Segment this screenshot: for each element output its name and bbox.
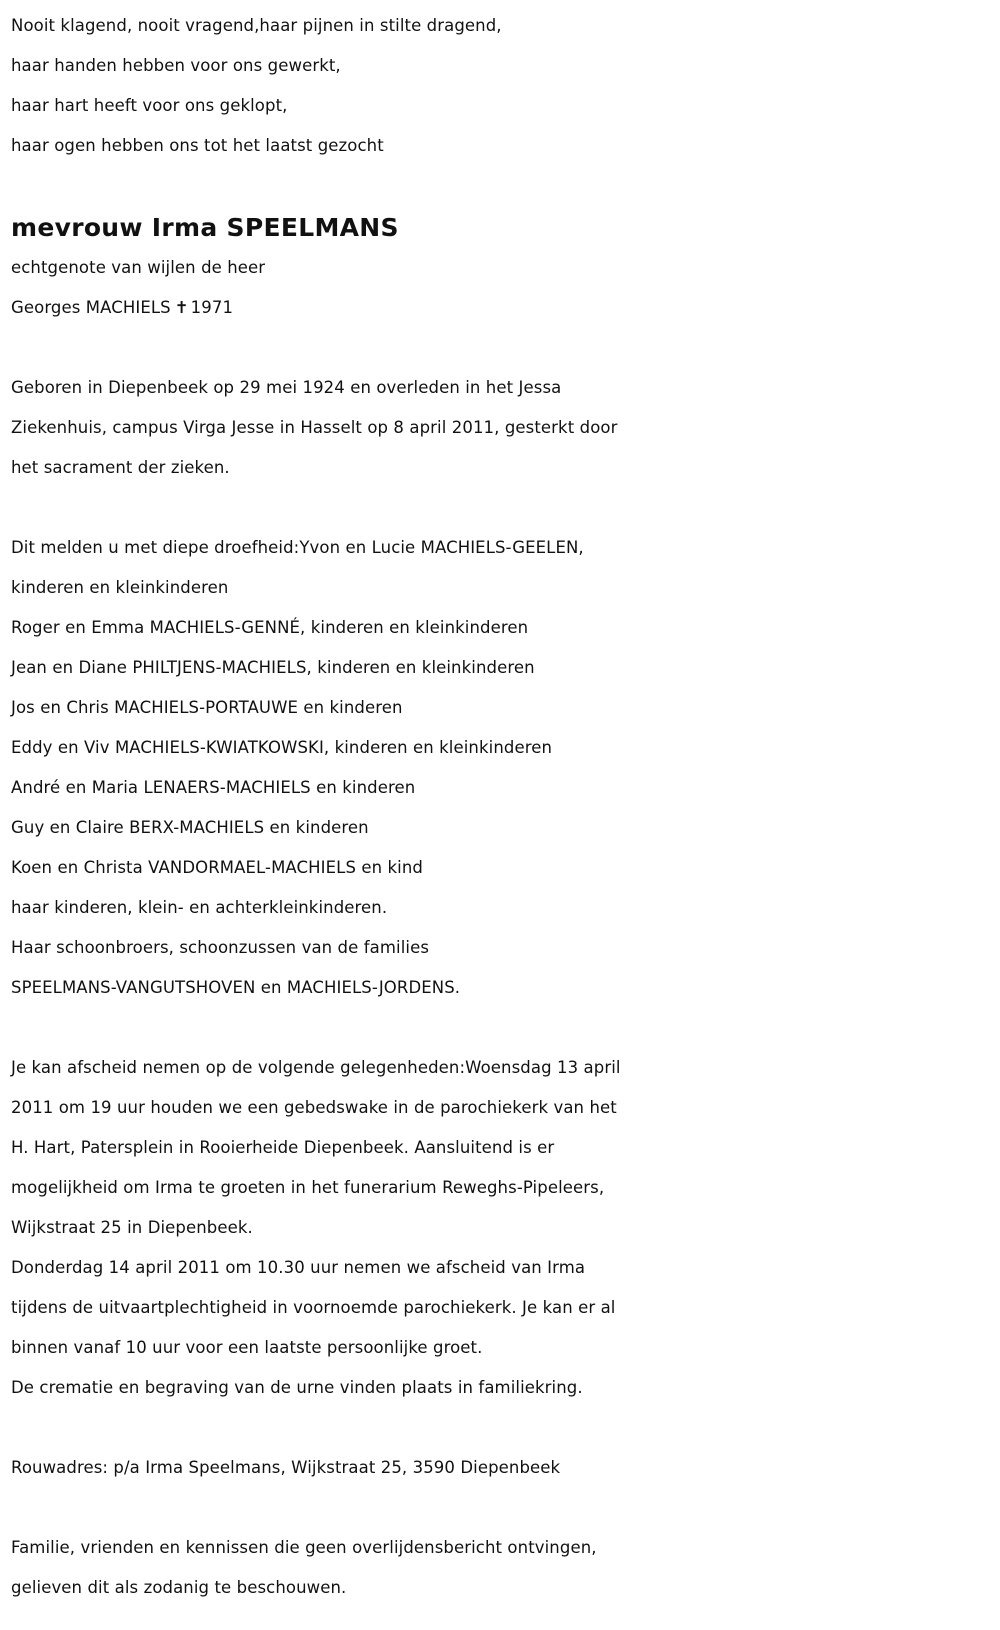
family-line: Jos en Chris MACHIELS-PORTAUWE en kinderen bbox=[11, 698, 403, 717]
paragraph-line: H. Hart, Patersplein in Rooierheide Diepenbeek. Aansluitend is er bbox=[11, 1138, 555, 1157]
poem-line: haar hart heeft voor ons geklopt, bbox=[11, 96, 288, 115]
family-line: André en Maria LENAERS-MACHIELS en kinderen bbox=[11, 778, 416, 797]
spacer bbox=[11, 1408, 991, 1448]
family-line: Eddy en Viv MACHIELS-KWIATKOWSKI, kinderen en kleinkinderen bbox=[11, 738, 553, 757]
family-line: Koen en Christa VANDORMAEL-MACHIELS en kind bbox=[11, 858, 423, 877]
closing-paragraph bbox=[11, 1528, 991, 1608]
paragraph-line: het sacrament der zieken. bbox=[11, 458, 230, 477]
paragraph-line: tijdens de uitvaartplechtigheid in voornoemde parochiekerk. Je kan er al bbox=[11, 1298, 616, 1317]
family-line: SPEELMANS-VANGUTSHOVEN en MACHIELS-JORDENS. bbox=[11, 978, 461, 997]
spouse-name: Georges MACHIELS bbox=[11, 298, 171, 317]
spouse-relation: echtgenote van wijlen de heer bbox=[11, 258, 266, 277]
paragraph-line: De crematie en begraving van de urne vinden plaats in familiekring. bbox=[11, 1378, 583, 1397]
family-line: haar kinderen, klein- en achterkleinkinderen. bbox=[11, 898, 388, 917]
family-line: Roger en Emma MACHIELS-GENNÉ, kinderen en kleinkinderen bbox=[11, 618, 529, 637]
paragraph-line: Ziekenhuis, campus Virga Jesse in Hasselt op 8 april 2011, gesterkt door bbox=[11, 418, 618, 437]
family-line: Haar schoonbroers, schoonzussen van de families bbox=[11, 938, 430, 957]
paragraph-line: mogelijkheid om Irma te groeten in het funerarium Reweghs-Pipeleers, bbox=[11, 1178, 605, 1197]
paragraph-line: gelieven dit als zodanig te beschouwen. bbox=[11, 1578, 347, 1597]
mourning-address: Rouwadres: p/a Irma Speelmans, Wijkstraat 25, 3590 Diepenbeek bbox=[11, 1458, 561, 1477]
paragraph-line: 2011 om 19 uur houden we een gebedswake in de parochiekerk van het bbox=[11, 1098, 617, 1117]
paragraph-line: Je kan afscheid nemen op de volgende gelegenheden:Woensdag 13 april bbox=[11, 1058, 621, 1077]
deceased-name: mevrouw Irma SPEELMANS bbox=[11, 213, 399, 242]
spacer bbox=[11, 1008, 991, 1048]
paragraph-line: Wijkstraat 25 in Diepenbeek. bbox=[11, 1218, 253, 1237]
spacer bbox=[11, 1488, 991, 1528]
deceased-block bbox=[11, 208, 991, 328]
poem-line: haar handen hebben voor ons gewerkt, bbox=[11, 56, 341, 75]
spouse-death-year: 1971 bbox=[190, 298, 234, 317]
paragraph-line: Familie, vrienden en kennissen die geen overlijdensbericht ontvingen, bbox=[11, 1538, 597, 1557]
poem-line: haar ogen hebben ons tot het laatst gezocht bbox=[11, 136, 384, 155]
family-line: Jean en Diane PHILTJENS-MACHIELS, kinderen en kleinkinderen bbox=[11, 658, 535, 677]
family-list bbox=[11, 528, 991, 1008]
family-line: kinderen en kleinkinderen bbox=[11, 578, 229, 597]
farewell-paragraph bbox=[11, 1048, 991, 1408]
cross-icon: ✝ bbox=[174, 298, 189, 317]
paragraph-line: Donderdag 14 april 2011 om 10.30 uur nemen we afscheid van Irma bbox=[11, 1258, 586, 1277]
family-line: Dit melden u met diepe droefheid:Yvon en Lucie MACHIELS-GEELEN, bbox=[11, 538, 584, 557]
spacer bbox=[11, 328, 991, 368]
birth-death-paragraph bbox=[11, 368, 991, 488]
obituary-notice bbox=[11, 6, 991, 1608]
spacer bbox=[11, 166, 991, 208]
spacer bbox=[11, 488, 991, 528]
poem-line: Nooit klagend, nooit vragend,haar pijnen in stilte dragend, bbox=[11, 16, 502, 35]
paragraph-line: Geboren in Diepenbeek op 29 mei 1924 en overleden in het Jessa bbox=[11, 378, 562, 397]
spouse-line bbox=[11, 288, 991, 328]
poem bbox=[11, 6, 991, 166]
family-line: Guy en Claire BERX-MACHIELS en kinderen bbox=[11, 818, 369, 837]
paragraph-line: binnen vanaf 10 uur voor een laatste persoonlijke groet. bbox=[11, 1338, 483, 1357]
